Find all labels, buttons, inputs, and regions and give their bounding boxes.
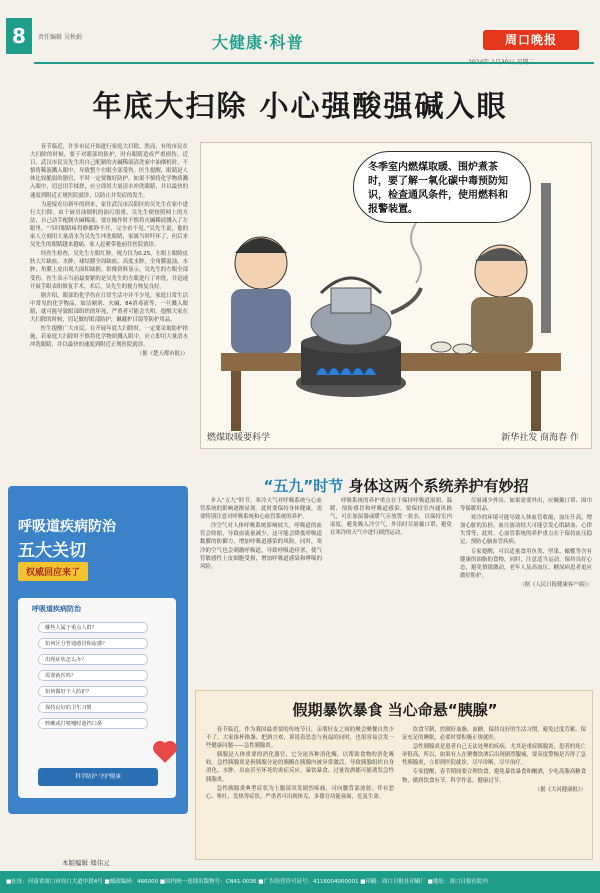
newspaper-logo: 周口晚报 (483, 30, 579, 50)
section-title (212, 30, 304, 53)
header-rule (34, 62, 594, 64)
left-article-paragraph: 医生提醒广大市民，在开展年底大扫除时，一定要采取防护措施，若家庭大扫除时不慎将化学物质溅入眼中，应立即用大量清水冲洗眼睛，并以最快的速度到附近正规医院就诊。 (30, 326, 188, 349)
article2-col2 (330, 497, 452, 673)
section-dot: · (263, 33, 270, 52)
left-article-paragraph: 据介绍，眼部的化学伤在日常生活中并不少见，家庭日常生活中常见的化学物品，如洁厕剂、火碱、84消毒液等，一旦溅入眼睛，就可能导致眼部组织的坏死，严重者可能会失明。提醒大家在大扫除的时候，切记做好眼部防护，佩戴护目镜等防护用品。 (30, 292, 188, 323)
ad-list-item: 咳嗽或打喷嚏时遮挡口鼻 (38, 718, 148, 729)
article3-col2 (402, 726, 586, 856)
editor-line: 责任编辑 吴秋娟 (38, 34, 82, 41)
article3-paragraph: 急性胰腺炎典型症状为上腹部突发剧烈疼痛，可向腰背部放射，伴有恶心、呕吐、发热等症状。严重者可出现休克、多器官功能衰竭，危及生命。 (206, 785, 394, 800)
ad-list-item: 如何区分普通感冒和流感？ (38, 638, 148, 649)
left-article-paragraph: 为迎接农历新年的到来，家住武汉市汉阳区的吴先生在家中进行大扫除。由于厨房油烟机的油污很重，吴先生便按照网上的方法，自己动手配制火碱稀液。要在操作时不慎将火碱稀液溅入了左眼里。“当时眼睛疼得睁都睁不开，完全看不见。”吴先生说，他的家人立刻用大量清水为吴先生冲洗眼睛，家属当时吓坏了，但后来吴先生的眼睛越来越痛，家人赶紧带他前往医院就诊。 (30, 201, 188, 249)
speech-bubble: 冬季室内燃煤取暖、围炉煮茶时，要了解一氧化碳中毒预防知识，检查通风条件，使用燃料和报警装置。 (353, 151, 531, 223)
ad-box-title: 呼吸道疾病防治 (32, 605, 81, 613)
ad-badge: 权威回应来了 (18, 562, 88, 581)
left-article (30, 143, 188, 473)
masthead (0, 0, 600, 68)
article3-box (195, 690, 593, 860)
ad-title-line1: 呼吸道疾病防治 (18, 519, 116, 535)
article2-paragraph: 呼吸系统的养护重点在于保持呼吸道湿润、温暖，预防感冒和呼吸道感染。要保持室内通风换气，可在加湿器或暖气旁放置一盆水，以保持室内湿度。避免吸入冷空气，外出时尽量戴口罩，避免在寒冷的天气中进行剧烈运动。 (330, 498, 452, 537)
page-editor: 本版编辑 郑伟元 (62, 859, 110, 867)
ad-list-item: 保持良好的卫生习惯 (38, 702, 148, 713)
article3-source: （据《大河健康报》） (534, 786, 586, 793)
ad-list-item: 如何做好个人防护？ (38, 686, 148, 697)
left-article-paragraph: 经医生检查，吴先生左眼红肿，视力仅为0.25，左眼上眼睑皮肤大片缺血、水肿，球结膜全周缺血，高度水肿，全角膜混浊、水肿，角膜上皮出现大面积缺损。影像资料显示，吴先生的左眼全部受伤。医生表示当前最要紧的是吴先生的左眼进行了冲洗，并迅速开展手眼表组修复手术，术后，吴先生的视力恢复良好。 (30, 251, 188, 290)
left-article-paragraph: 春节临近，许多市民开始进行家庭大扫除，然而，有的市民在大扫除的时候，要于对眼部的防护，时有眼睛造成严重损伤。近日，武汉市民吴先生用自己配制的火碱稀液清洗家中油烟机时，不慎将稀液溅入眼中，导致整个左眼全部受伤。医生提醒，眼睛是人体比较脆弱的器官，平时一定要做好防护。如果不慎将化学物质溅入眼中，切忌用手揉搓，应立即用大量清水冲洗眼睛，并以最快的速度到附近正规医院就诊，以防止并发症的发生。 (30, 144, 188, 199)
article3-title-prefix: 假期暴饮暴食 当心命悬 (292, 701, 448, 719)
section-left: 大健康 (212, 33, 264, 52)
article3-paragraph: 饮食节制，控制好血脂、血糖，保持良好的生活习惯，避免过度劳累，保证充足的睡眠，必要时要积极正规就医。 (402, 727, 586, 742)
article2-col1 (200, 497, 322, 673)
article2-paragraph: 冷空气对人体呼吸系统影响较大，呼吸道的血管会收缩，导致血流量减少，这可能会降低呼吸道黏膜的防御力，增加呼吸道感染的风险。同时，寒冷的空气也会刺激呼吸道，导致呼吸道痉挛，使气管敏感性上皮细胞受损，增加呼吸道感染和哮喘的风险。 (200, 523, 322, 570)
article2-paragraph: 专家提醒，可以适量食用鱼类、坚果、橄榄等含有健康的油脂的食物，同时，注意适当运动，保持良好心态，避免情绪激动，老年人及高血压、糖尿病患者更应做好防护。 (460, 548, 592, 579)
article3-col1 (206, 726, 394, 856)
heart-icon (155, 743, 175, 763)
footer-bar: ■社址：河南省周口市周口大道中段4号 ■邮政编码：466000 ■国内统一连续出版物号：CN41-0036 ■广告经营许可证号：4116004000001 ■印刷：周口日报社印刷厂 ■地址：周口日报社院内 (0, 871, 600, 893)
article2-paragraph: 尽量减少外出。如果需要外出，应佩戴口罩、围巾等保暖用品。 (460, 498, 592, 513)
ad-info-box (18, 598, 176, 798)
article3-paragraph: 春节临近，作为我国最重要的传统节日，亲朋好友之间的聚会聚餐自然少不了，大家推杯换盏、把酒言欢，诉说着思念与祝福的同时，也很容易引发一些健康问题——急性胰腺炎。 (206, 727, 394, 750)
main-headline: 年底大扫除 小心强酸强碱入眼 (92, 89, 508, 123)
cartoon-illustration (200, 142, 592, 449)
left-article-source: （据《楚天都市报》） (136, 351, 188, 358)
ad-list-item: 需要就医吗？ (38, 670, 148, 681)
article3-title (196, 699, 594, 720)
article3-paragraph: 专家提醒，春节期间要合理饮食，避免暴饮暴食和酗酒，少吃高脂高糖食物，做到饮食有节，科学作息，健康过节。 (402, 769, 586, 784)
article3-paragraph: 胰腺是人体重要的消化器官，它分泌各种消化酶，以帮助食物的消化吸收。急性胰腺炎是指胰腺分泌的胰酶在胰腺内被异常激活，导致胰腺组织自身消化、水肿、出血甚至坏死的炎症反应。暴饮暴食、过量饮酒都可能诱发急性胰腺炎。 (206, 752, 394, 783)
article2-source: （据《人民日报健康客户端》） (519, 581, 592, 588)
illustration-caption: 燃煤取暖要科学 (207, 433, 271, 443)
section-right: 科普 (269, 33, 304, 52)
article2-paragraph: 寒冷的环境可能导致人体血管收缩，血压升高，增加心脏的负担。血压波动较大可能引发心肌缺血、心律失常等，此时，心血管系统的养护重点在于保持血压稳定、预防心脑血管疾病。 (460, 515, 592, 546)
ad-title-line2: 五大关切 (18, 541, 86, 561)
article2-paragraph: 步入“五九”时节，寒冷天气对呼吸系统与心血管系统的影响逐渐显现。此时要保持身体健康，需要特别注意对呼吸系统和心血管系统的养护。 (200, 498, 322, 521)
health-ad-panel (8, 486, 188, 814)
illustration-credit: 新华社发 商海春 作 (501, 433, 579, 443)
article2-title-rest: 身体这两个系统养护有妙招 (343, 477, 529, 495)
article2-title (200, 475, 592, 496)
ad-bottom-banner: 科学防护 守护健康 (38, 768, 158, 786)
ad-list-item: 哪些人属于重点人群？ (38, 622, 148, 633)
article2-title-prefix: “五九”时节 (263, 477, 344, 495)
article3-title-highlight: “胰腺” (447, 701, 498, 719)
article3-paragraph: 急性胰腺炎是患者自己无法处理的疾病，尤其是重症胰腺炎，患者的死亡率很高。所以，如果有人在聚餐饮酒后出现剧烈腹痛，要高度警惕是否得了急性胰腺炎，立即到医院就诊，尽早诊断，尽早治疗。 (402, 744, 586, 767)
ad-list-item: 出现症状怎么办？ (38, 654, 148, 665)
page-number: 8 (6, 18, 32, 54)
article2-col3 (460, 497, 592, 673)
